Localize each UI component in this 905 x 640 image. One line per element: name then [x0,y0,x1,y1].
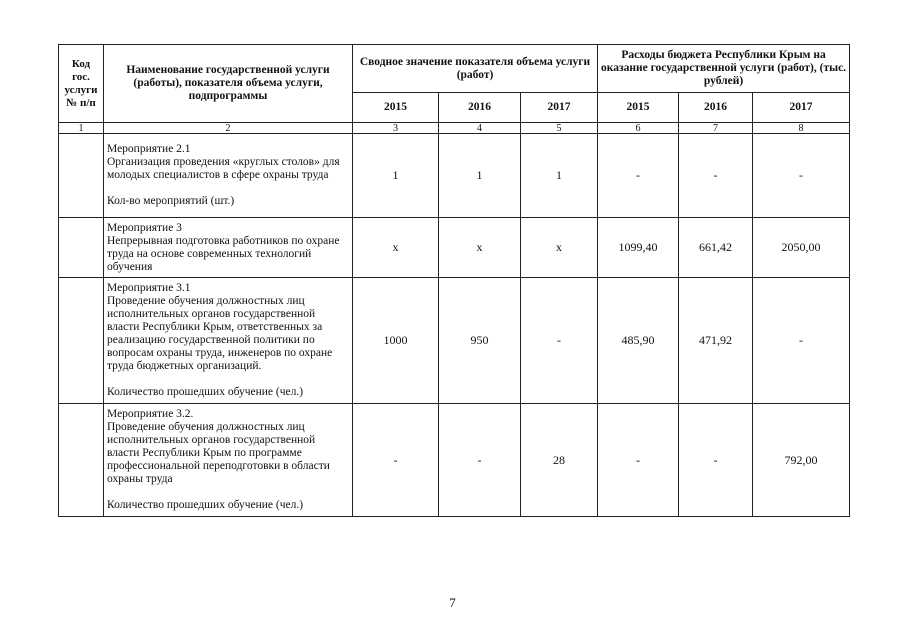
row-code [59,218,104,278]
row-text: Проведение обучения должностных лиц исполнительных органов государственной власти Республики Крым по программе профессиональной переподготовки в области охраны труда [107,421,330,485]
cell-value: 28 [521,404,598,517]
cell-value: - [439,404,521,517]
column-index: 4 [439,123,521,134]
cell-value: 471,92 [679,278,753,404]
row-description [104,134,353,218]
cell-value: 1 [353,134,439,218]
cell-value: - [679,404,753,517]
column-index-row [59,123,850,134]
cell-value: x [521,218,598,278]
header-year: 2016 [439,93,521,123]
column-index: 8 [753,123,850,134]
cell-value: 950 [439,278,521,404]
row-description [104,218,353,278]
column-index: 2 [104,123,353,134]
table-row [59,218,850,278]
column-index: 1 [59,123,104,134]
cell-value: 2050,00 [753,218,850,278]
cell-value: 792,00 [753,404,850,517]
column-index: 7 [679,123,753,134]
table-row [59,404,850,517]
cell-value: - [753,134,850,218]
table-row [59,134,850,218]
row-description [104,278,353,404]
row-title: Мероприятие 2.1 [107,143,191,155]
row-title: Мероприятие 3.2. [107,408,194,420]
cell-value: - [598,134,679,218]
cell-value: - [521,278,598,404]
header-code: Код гос. услуги № п/п [59,45,104,123]
column-index: 5 [521,123,598,134]
row-indicator: Количество прошедших обучение (чел.) [107,386,304,398]
header-year: 2015 [598,93,679,123]
row-indicator: Количество прошедших обучение (чел.) [107,499,304,511]
row-title: Мероприятие 3.1 [107,282,191,294]
cell-value: 1099,40 [598,218,679,278]
row-text: Организация проведения «круглых столов» для молодых специалистов в сфере охраны труда [107,156,340,181]
row-code [59,278,104,404]
row-text: Непрерывная подготовка работников по охране труда на основе современных технологий обучения [107,234,340,273]
table-row [59,278,850,404]
header-year: 2015 [353,93,439,123]
cell-value: - [598,404,679,517]
cell-value: 661,42 [679,218,753,278]
cell-value: - [679,134,753,218]
header-name: Наименование государственной услуги (работы), показателя объема услуги, подпрограммы [104,45,353,123]
row-code [59,134,104,218]
cell-value: - [353,404,439,517]
row-title: Мероприятие 3 [107,221,182,234]
header-year: 2016 [679,93,753,123]
row-text: Проведение обучения должностных лиц исполнительных органов государственной власти Республики Крым, ответственных за реализацию государственной политики по вопросам охраны труда, инженеров по охране труда бюджетных организаций. [107,295,333,372]
header-volume-group: Сводное значение показателя объема услуги (работ) [353,45,598,93]
row-description [104,404,353,517]
row-code [59,404,104,517]
column-index: 6 [598,123,679,134]
row-indicator: Кол-во мероприятий (шт.) [107,195,235,207]
header-budget-group: Расходы бюджета Республики Крым на оказание государственной услуги (работ), (тыс. рублей) [598,45,850,93]
services-table [58,44,850,517]
cell-value: 1 [521,134,598,218]
table-header [59,45,850,123]
column-index: 3 [353,123,439,134]
header-year: 2017 [521,93,598,123]
page-number: 7 [449,595,456,610]
cell-value: 485,90 [598,278,679,404]
header-year: 2017 [753,93,850,123]
cell-value: 1000 [353,278,439,404]
cell-value: x [439,218,521,278]
cell-value: 1 [439,134,521,218]
cell-value: - [753,278,850,404]
cell-value: x [353,218,439,278]
